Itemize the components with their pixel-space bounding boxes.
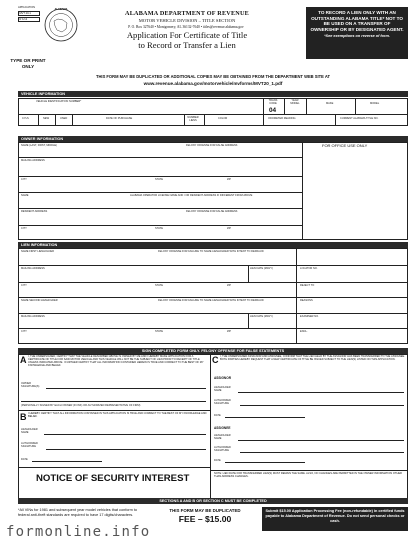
owner-zip-label: ZIP (227, 178, 232, 181)
color-label: COLOR (218, 117, 228, 120)
sections-band: SECTIONS A AND B OR SECTION C MUST BE COMPLETED (18, 498, 408, 504)
b-date-label: DATE (21, 458, 28, 461)
form-number: MVT 20-1 (18, 11, 40, 16)
lien2-zip-label: ZIP (227, 330, 232, 333)
owner-felony2-label: FELONY OFFENSE FOR FALSE ADDRESS (186, 210, 238, 213)
make-label: MAKE (326, 102, 334, 105)
owner-resident-label: RESIDENT ADDRESS (21, 210, 48, 213)
owner-name2-label: NAME (21, 194, 29, 197)
lien-state-label: STATE (155, 284, 163, 287)
odometer-label: ODOMETER READING (268, 117, 296, 120)
current-title-label: CURRENT ALABAMA TITLE NO. (340, 117, 379, 120)
section-a-letter: A (20, 355, 27, 365)
vin-label: VEHICLE IDENTIFICATION NUMBER* (36, 100, 82, 103)
state-seal-icon (44, 8, 78, 42)
lien-band: LIEN INFORMATION (18, 242, 408, 248)
trans-code-label: TRANS CODE (268, 99, 278, 105)
model-label: MODEL (370, 102, 380, 105)
security-interest-title: NOTICE OF SECURITY INTEREST (36, 473, 190, 484)
c-note: NOTE: LIEN DATE FOR TRANSFERRED LIEN(S) MUST REMAIN THE SAME. ALSO, NO CHANGES ARE PERMITTED IN THE OWNER INFORMATION OTHER THAN ADDRESS CHANGES. (214, 472, 402, 478)
personally-signed-label: (PERSONALLY SIGNED BY EACH OWNER (IN INK) OR AUTHORIZED REPRESENTATIVE OF FIRM) (21, 404, 141, 407)
vehicle-box (18, 98, 408, 126)
vehicle-band: VEHICLE INFORMATION (18, 91, 408, 97)
section-a-text: I, THE UNDERSIGNED, CERTIFY THAT THE VEHICLE DESCRIBED ABOVE IS OWNED BY ME AND I HEREBY MAKE APPLICATION FOR A CERTIFICATE OF TITLE FOR SAID MOTOR VEHICLE AND THIS VEHICLE WILL NOT BE THE SUBJECT OF LIEN PRIOR TO RECEIPT OF TITLE UNLESS INDICATED ABOVE. I FURTHER CERTIFY THAT ALL INFORMATION CONTAINED HEREIN IS TRUE AND CORRECT TO THE BEST OF MY KNOWLEDGE AND BELIEF. (28, 355, 204, 367)
encl-label: ENCL. (300, 330, 308, 333)
lien-zip-label: ZIP (227, 284, 232, 287)
section-c-letter: C (212, 355, 219, 365)
lien-date-label: LIEN DATE (M/D/Y) (250, 267, 273, 270)
c-assignee-date-label: DATE (214, 459, 221, 462)
type-or-print: TYPE OR PRINT ONLY (10, 58, 46, 69)
website-link[interactable]: www.revenue.alabama.gov/motorvehicle/mvforms/MVT20_1.pdf (143, 81, 283, 86)
section-b-text: I HEREBY CERTIFY THAT ALL INFORMATION CONTAINED IN THIS APPLICATION IS TRUE AND CORRECT TO THE BEST OF MY KNOWLEDGE AND BELIEF. (28, 412, 207, 418)
owner-band: OWNER INFORMATION (18, 136, 408, 142)
owner-state-label: STATE (155, 178, 163, 181)
lien2-city-label: CITY (21, 330, 27, 333)
record-lien-notice (306, 7, 408, 59)
lien2-mailing-label: MAILING ADDRESS (21, 315, 45, 318)
examiner-label: EXAMINER NO. (300, 315, 319, 318)
first-felony-label: FELONY OFFENSE FOR FAILURE TO NAME LIENHOLDER WITH INTENT TO DEFRAUD (158, 250, 264, 253)
second-lienholder-label: NAME SECOND LIENHOLDER (21, 299, 58, 302)
number-liens-label: NUMBER LIENS (187, 116, 199, 122)
duplication-notice: THIS FORM MAY BE DUPLICATED OR ADDITIONAL COPIES MAY BE OBTAINED FROM THE DEPARTMENT WEB SITE AT (95, 74, 331, 79)
c-assignor-lienholder-label: LIENHOLDER NAME (214, 386, 231, 392)
owner-signature-label: OWNER SIGNATURE(S) (21, 382, 40, 388)
owner-felony-label: FELONY OFFENSE FOR FALSE ADDRESS (186, 144, 238, 147)
notice-text: TO RECORD A LIEN ONLY WITH AN OUTSTANDING ALABAMA TITLE* NOT TO BE USED ON A TRANSFER OF OWNERSHIP OR BY DESIGNATED AGENT. (310, 10, 404, 32)
year-model-label: YEAR MODEL (290, 99, 300, 105)
form-title-line2: to Record or Transfer a Lien (138, 39, 236, 50)
dup-footer: THIS FORM MAY BE DUPLICATED (169, 508, 241, 513)
section-c-text: I, THE UNDERSIGNED ASSIGNOR AND ASSIGNEE, CONFIRM THAT THE LIEN HELD BY THE ASSIGNOR HAS BEEN TRANSFERRED TO THE ASSIGNEE. BOTH PARTIES HEREBY REQUEST THAT A NEW CERTIFICATE OF TITLE BE ISSUED SUBJECT TO THE LIEN(S) LISTED ON THIS APPLICATION. (220, 355, 405, 361)
application-label: APPLICATION (18, 6, 35, 9)
lien2-date-label: LIEN DATE (M/D/Y) (250, 315, 273, 318)
b-lienholder-label: LIENHOLDER NAME (21, 428, 38, 434)
owner-zip2-label: ZIP (227, 227, 232, 230)
c-assignor-auth-label: AUTHORIZED SIGNATURE (214, 399, 231, 405)
c-assignor-date-label: DATE (214, 414, 221, 417)
used-label: USED (60, 117, 68, 120)
c-assignee-auth-label: AUTHORIZED SIGNATURE (214, 446, 231, 452)
reasons-label: REASONS (300, 299, 313, 302)
new-label: NEW (43, 117, 50, 120)
assignor-label: ASSIGNOR (214, 376, 232, 380)
date-purchase-label: DATE OF PURCHASE (106, 117, 133, 120)
owner-name-label: NAME (LAST, FIRST, MIDDLE) (21, 144, 58, 147)
owner-mailing-label: MAILING ADDRESS (21, 159, 45, 162)
trans-code-value: 04 (269, 107, 277, 114)
department-name: ALABAMA DEPARTMENT OF REVENUE (125, 10, 249, 17)
certify-band: SIGN COMPLETED FORM ONLY. FELONY OFFENSE FOR FALSE STATEMENTS (18, 348, 408, 354)
form-title-line1: Application For Certificate of Title (126, 30, 248, 40)
section-b-letter: B (20, 412, 27, 422)
watermark: formonline.info (6, 524, 151, 540)
office-use-label: FOR OFFICE USE ONLY (322, 143, 368, 148)
owner-city2-label: CITY (21, 227, 27, 230)
c-assignee-lienholder-label: LIENHOLDER NAME (214, 434, 231, 440)
department-address: P. O. Box 327640 • Montgomery, AL 36132-7640 • titles@revenue.alabama.gov (128, 24, 244, 29)
locator-label: LOCATOR NO. (300, 267, 318, 270)
reject-label: REJECT TO (300, 284, 315, 287)
vin-footnote: *All VINs for 1981 and subsequent year model vehicles that conform to federal anti-theft standards are required to have 17 digits/characters. (18, 508, 138, 517)
first-lienholder-label: NAME FIRST LIENHOLDER (21, 250, 54, 253)
seal-text: ALABAMA (54, 8, 68, 11)
lien2-state-label: STATE (155, 330, 163, 333)
b-authorized-label: AUTHORIZED SIGNATURE (21, 442, 38, 448)
notice-sub: *See exemptions on reverse of form. (324, 33, 390, 38)
second-felony-label: FELONY OFFENSE FOR FAILURE TO NAME LIENHOLDER WITH INTENT TO DEFRAUD (158, 299, 264, 302)
fee-amount: FEE – $15.00 (178, 514, 232, 524)
revision: R 1/12 (18, 17, 40, 22)
owner-dl-label: ALABAMA OPERATOR LICENSE NAME AND / OR RESIDENT ADDRESS IF DIFFERENT FROM ABOVE (130, 194, 253, 197)
cyls-label: CYLS (22, 117, 29, 120)
lien-mailing-label: MAILING ADDRESS (21, 267, 45, 270)
lien-box (18, 248, 408, 344)
lien-city-label: CITY (21, 284, 27, 287)
submit-fee-notice: Submit $15.00 Application Processing Fee (non-refundable) in certified funds payable to Alabama Department of Revenue. Do not send personal checks or cash. (262, 507, 408, 531)
owner-city-label: CITY (21, 178, 27, 181)
assignee-label: ASSIGNEE (214, 426, 231, 430)
owner-state2-label: STATE (155, 227, 163, 230)
section-name: MOTOR VEHICLE DIVISION – TITLE SECTION (138, 18, 236, 23)
